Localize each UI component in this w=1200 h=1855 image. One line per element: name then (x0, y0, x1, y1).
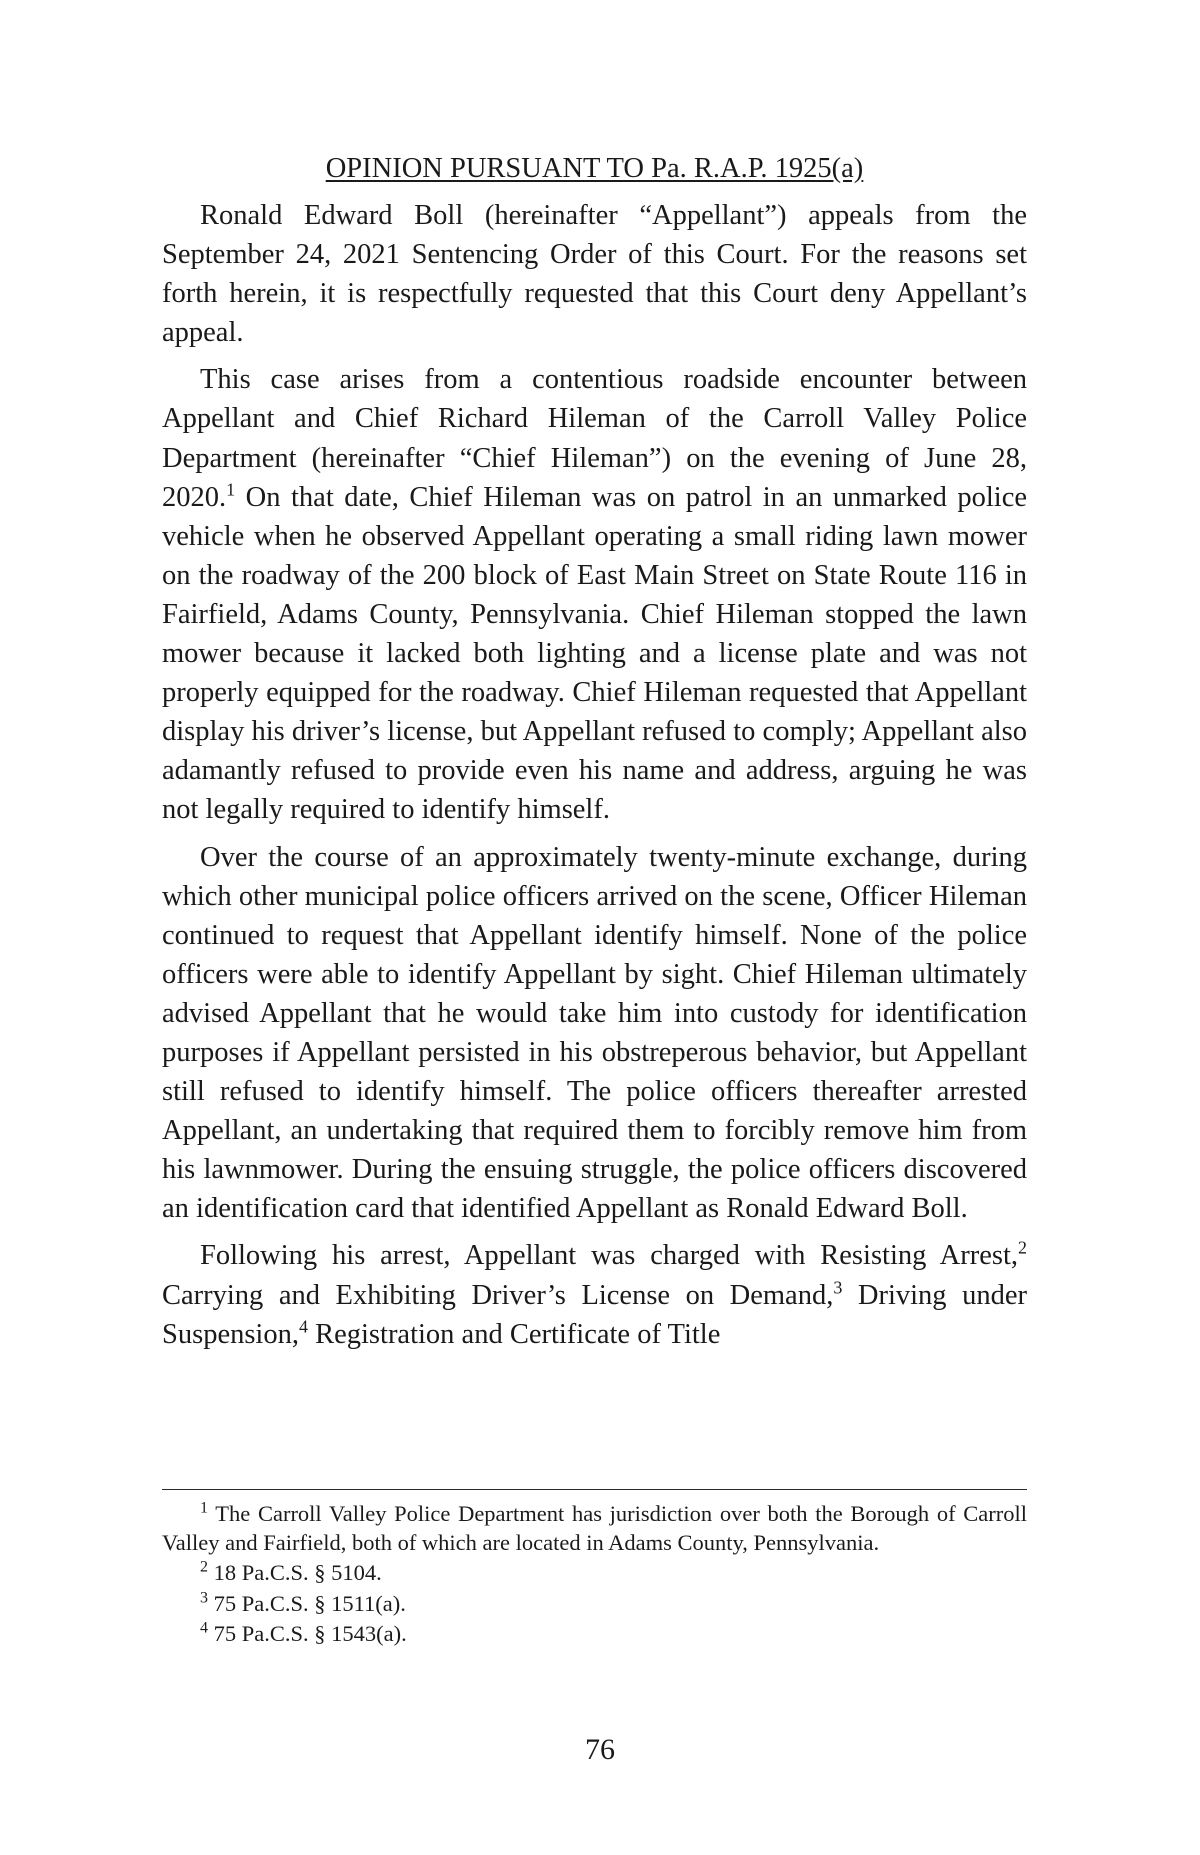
paragraph-1-text: Ronald Edward Boll (hereinafter “Appellant”) appeals from the September 24, 2021 Sentencing Order of this Court. For the reasons set forth herein, it is respectfully requested that this Court deny Appellant’s appeal. (162, 200, 1027, 349)
footnote-number: 1 (200, 1499, 208, 1517)
footnote-2 (162, 1559, 1027, 1588)
footnote-number: 4 (200, 1619, 208, 1637)
footnote-divider (162, 1489, 1027, 1490)
footnote-4 (162, 1620, 1027, 1649)
footnote-text: 75 Pa.C.S. § 1511(a). (208, 1590, 406, 1616)
paragraph-4-text-a: Following his arrest, Appellant was charged with Resisting Arrest, (200, 1240, 1018, 1272)
footnote-text: 18 Pa.C.S. § 5104. (208, 1560, 382, 1585)
opinion-heading: OPINION PURSUANT TO Pa. R.A.P. 1925(a) (325, 153, 864, 184)
footnote-number: 3 (200, 1589, 208, 1606)
paragraph-4-text-b: Carrying and Exhibiting Driver’s License on Demand, (162, 1279, 834, 1311)
footnote-ref-2[interactable]: 2 (1018, 1237, 1027, 1258)
paragraph-3-text: Over the course of an approximately twenty-minute exchange, during which other municipal police officers arrived on the scene, Officer Hileman continued to request that Appellant identify himself. None of the police officers were able to identify Appellant by sight. Chief Hileman ultimately advised Appellant that he would take him into custody for identification purposes if Appellant persisted in his obstreperous behavior, but Appellant still refused to identify himself. The police officers thereafter arrested Appellant, an undertaking that required them to forcibly remove him from his lawnmower. During the ensuing struggle, the police officers discovered an identification card that identified Appellant as Ronald Edward Boll. (162, 841, 1027, 1225)
page-number: 76 (585, 1733, 615, 1766)
footnote-number: 2 (200, 1558, 208, 1576)
footnote-1 (162, 1500, 1027, 1557)
footnote-text: 75 Pa.C.S. § 1543(a). (208, 1621, 407, 1646)
paragraph-2 (162, 360, 1027, 829)
footnotes (162, 1500, 1027, 1651)
footnote-3 (162, 1590, 1027, 1619)
paragraph-2-text-b: On that date, Chief Hileman was on patrol in an unmarked police vehicle when he observed Appellant operating a small riding lawn mower on the roadway of the 200 block of East Main Street on State Route 116 in Fairfield, Adams County, Pennsylvania. Chief Hileman stopped the lawn mower because it lacked both lighting and a license plate and was not properly equipped for the roadway. Chief Hileman requested that Appellant display his driver’s license, but Appellant refused to comply; Appellant also adamantly refused to provide even his name and address, arguing he was not legally required to identify himself. (162, 481, 1027, 826)
footnote-text: The Carroll Valley Police Department has jurisdiction over both the Borough of Carroll Valley and Fairfield, both of which are located in Adams County, Pennsylvania. (162, 1501, 1027, 1555)
footnote-ref-4[interactable]: 4 (298, 1316, 308, 1337)
paragraph-2-text-a: This case arises from a contentious roadside encounter between Appellant and Chief Richard Hileman of the Carroll Valley Police Department (hereinafter “Chief Hileman”) on the evening of June 28, 2020. (162, 364, 1027, 513)
footnote-ref-3[interactable]: 3 (833, 1277, 843, 1298)
paragraph-4-text-c: Driving under Suspension, (162, 1279, 1027, 1350)
paragraph-4 (162, 1236, 1027, 1353)
paragraph-4-text-d: Registration and Certificate of Title (307, 1318, 721, 1350)
paragraph-1 (162, 196, 1027, 352)
paragraph-3 (162, 838, 1027, 1229)
body-text (162, 150, 1027, 1362)
footnote-ref-1[interactable]: 1 (226, 479, 236, 500)
